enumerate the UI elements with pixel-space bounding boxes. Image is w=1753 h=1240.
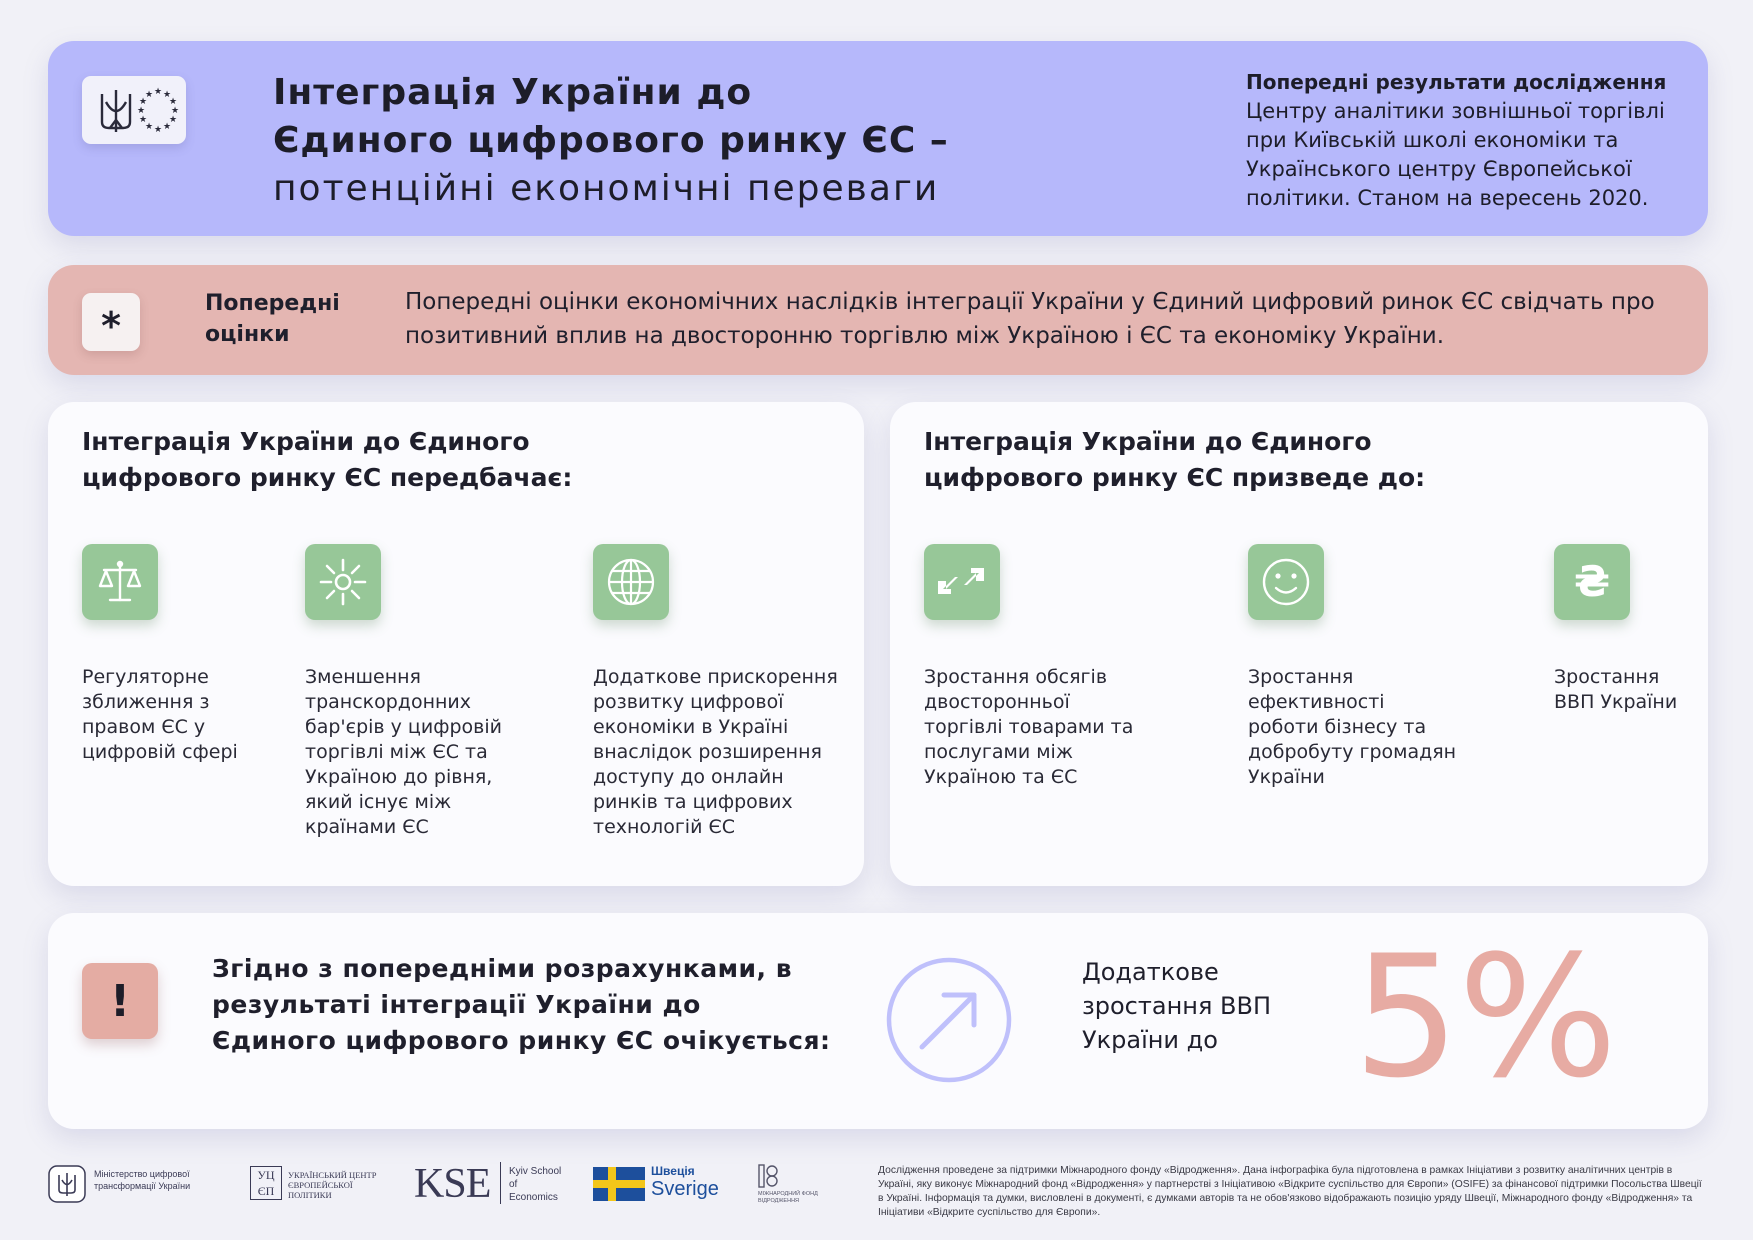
- svg-text:₴: ₴: [1573, 557, 1611, 606]
- svg-text:★: ★: [153, 87, 163, 97]
- estimates-text: Попередні оцінки економічних наслідків інтеграції України у Єдиний цифровий ринок ЄС свідчать про позитивний вплив на двосторонню торгівлю між Україною і ЄС та економіку України.: [405, 289, 1655, 349]
- header-source-note: [1246, 68, 1686, 213]
- arrows-icon: [924, 544, 1000, 620]
- estimates-title: Попередні оцінки: [205, 291, 340, 347]
- sweden-flag-icon: [593, 1167, 645, 1201]
- svg-text:★: ★: [168, 97, 178, 107]
- hryvnia-icon: [1554, 544, 1630, 620]
- sun-icon: [305, 544, 381, 620]
- kse-logo: [414, 1160, 574, 1210]
- svg-text:★: ★: [170, 106, 180, 116]
- provisions-title-line-2: цифрового ринку ЄС передбачає:: [82, 463, 573, 492]
- uceps-logo: [250, 1166, 390, 1206]
- svg-text:★: ★: [168, 115, 178, 125]
- provision-item-text: Додаткове прискорення розвитку цифрової економіки в Україні внаслідок розширення доступу до онлайн ринків та цифрових технологій ЄС: [593, 666, 838, 838]
- kse-divider: [500, 1162, 501, 1204]
- uceps-name: УКРАЇНСЬКИЙ ЦЕНТР ЄВРОПЕЙСЬКОЇ ПОЛІТИКИ: [288, 1170, 377, 1200]
- kse-name: Kyiv School of Economics: [509, 1166, 562, 1203]
- page-title: [273, 69, 949, 165]
- outcomes-title-line-2: цифрового ринку ЄС призведе до:: [924, 463, 1426, 492]
- footer: [48, 1160, 1708, 1220]
- smiley-icon: [1248, 544, 1324, 620]
- svg-text:★: ★: [162, 122, 172, 132]
- provision-item-text: Зменшення транскордонних бар'єрів у цифровій торгівлі між ЄС та Україною до рівня, який існує між країнами ЄС: [305, 666, 502, 838]
- asterisk-icon: *: [82, 293, 140, 351]
- provisions-panel: [48, 402, 864, 886]
- svg-text:★: ★: [136, 106, 146, 116]
- outcome-item-text: Зростання обсягів двосторонньої торгівлі товарами та послугами між Україною та ЄС: [924, 666, 1134, 788]
- uceps-abbr: УЦ ЄП: [250, 1166, 282, 1200]
- globe-icon: [593, 544, 669, 620]
- outcome-item-text: Зростання ефективності роботи бізнесу та добробуту громадян України: [1248, 666, 1457, 788]
- outcomes-panel: [890, 402, 1708, 886]
- irf-mark-icon: [758, 1164, 780, 1188]
- irf-name: МІЖНАРОДНИЙ ФОНД ВІДРОДЖЕННЯ: [758, 1191, 818, 1204]
- ministry-logo: [48, 1165, 248, 1209]
- outcomes-title-line-1: Інтеграція України до Єдиного: [924, 427, 1372, 456]
- svg-text:★: ★: [162, 90, 172, 100]
- provisions-title: [82, 424, 572, 496]
- logo-box: [82, 76, 186, 144]
- kse-abbr: KSE: [414, 1161, 491, 1207]
- outcome-item-text: Зростання ВВП України: [1554, 666, 1678, 713]
- title-line-2: Єдиного цифрового ринку ЄС –: [273, 120, 949, 161]
- exclamation-icon: !: [82, 963, 158, 1039]
- svg-text:★: ★: [138, 97, 148, 107]
- sweden-se-label: Sverige: [651, 1178, 719, 1200]
- header-banner: [48, 41, 1708, 236]
- svg-text:★: ★: [144, 90, 154, 100]
- forecast-banner: [48, 913, 1708, 1129]
- provisions-title-line-1: Інтеграція України до Єдиного: [82, 427, 530, 456]
- title-line-1: Інтеграція України до: [273, 72, 753, 113]
- disclaimer-text: Дослідження проведене за підтримки Міжнародного фонду «Відродження». Дана інфографіка була підготовлена в рамках Ініціативи з розвитку аналітичних центрів в Україні, яку виконує Міжнародний фонд «Відродження» у партнерстві з Ініціативою «Відкрите суспільство для Європи» (OSIFE) за фінансової підтримки Посольства Швеції в Україні. Інформація та думки, висловлені в документі, є думками авторів та не обов'язково відображають позицію уряду Швеції, Міжнародного фонду «Відродження» та Ініціативи «Відкрите суспільство для Європи».: [878, 1165, 1702, 1218]
- svg-text:★: ★: [153, 125, 163, 135]
- growth-label: Додаткове зростання ВВП України до: [1082, 958, 1271, 1054]
- forecast-text: Згідно з попередніми розрахунками, в результаті інтеграції України до Єдиного цифрового ринку ЄС очікується:: [212, 954, 831, 1055]
- sweden-ua-label: Швеція: [651, 1164, 695, 1178]
- svg-text:★: ★: [138, 115, 148, 125]
- irf-logo: [758, 1164, 828, 1214]
- ministry-trident-icon: [48, 1165, 86, 1203]
- ministry-name: Міністерство цифрової трансформації України: [94, 1169, 191, 1191]
- page-subtitle: потенційні економічні переваги: [273, 168, 940, 209]
- provision-item-text: Регуляторне зближення з правом ЄС у цифровій сфері: [82, 666, 238, 763]
- svg-text:★: ★: [144, 122, 154, 132]
- source-note-text: Центру аналітики зовнішньої торгівлі при Київській школі економіки та Українського центру Європейської політики. Станом на вересень 2020.: [1246, 99, 1665, 210]
- source-note-title: Попередні результати дослідження: [1246, 70, 1667, 94]
- outcomes-title: [924, 424, 1425, 496]
- scales-icon: [82, 544, 158, 620]
- estimates-banner: [48, 265, 1708, 375]
- sweden-logo: [593, 1162, 733, 1208]
- eu-stars-icon: [82, 76, 186, 144]
- growth-value: 5%: [1353, 919, 1616, 1115]
- growth-arrow-icon: [884, 955, 1014, 1085]
